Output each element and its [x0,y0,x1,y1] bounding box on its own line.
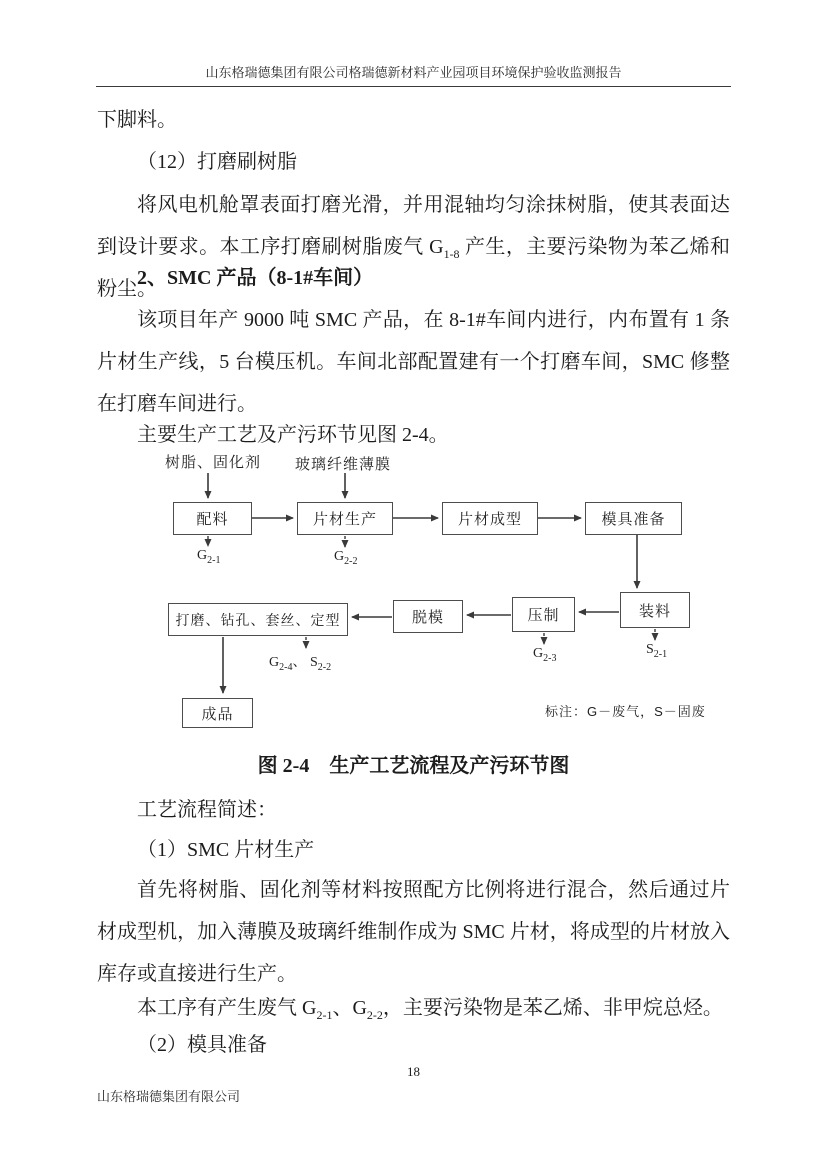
flow-box-batching: 配料 [173,502,252,535]
emission-label-g2-4-s2-2: $G_{2-4}$、 $S_{2-2}$ [269,655,332,673]
paragraph-see-figure: 主要生产工艺及产污环节见图 2-4。 [137,424,449,446]
paragraph-step1: （1）SMC 片材生产 [137,839,315,861]
emission-label-g2-1: $G_{2-1}$ [197,548,221,566]
flow-box-loading: 装料 [620,592,690,628]
subscript-g2-2: 2-2 [366,1008,383,1022]
flow-box-finished-product: 成品 [182,698,253,728]
footer-company: 山东格瑞德集团有限公司 [97,1089,241,1104]
flow-box-grinding-drilling: 打磨、钻孔、套丝、定型 [168,603,348,636]
input-label-resin-hardener: 树脂、固化剂 [165,454,262,471]
paragraph-waste-text2: 、G [332,997,367,1019]
paragraph-waste [97,987,730,1029]
paragraph-step1-text: 首先将树脂、固化剂等材料按照配方比例将进行混合，然后通过片材成型机，加入薄膜及玻璃纤维制作成为 SMC 片材，将成型的片材放入库存或直接进行生产。 [97,879,730,985]
subscript-g2-1: 2-1 [316,1008,333,1022]
flow-box-demolding: 脱模 [393,600,463,633]
paragraph-project: 该项目年产 9000 吨 SMC 产品，在 8-1#车间内进行，内布置有 1 条片材生产线，5 台模压机。车间北部配置建有一个打磨车间，SMC 修整在打磨车间进行。 [97,309,730,415]
paragraph-resin-text2: 产生，主要污染物为苯乙烯和粉尘。 [97,236,730,300]
paragraph-waste-text3: ，主要污染物是苯乙烯、非甲烷总烃。 [382,997,723,1019]
page-number: 18 [407,1064,420,1079]
input-label-glassfiber-film: 玻璃纤维薄膜 [295,456,392,473]
paragraph-step2: （2）模具准备 [137,1034,267,1056]
emission-label-g2-2: $G_{2-2}$ [334,549,358,567]
flow-box-mold-preparation: 模具准备 [585,502,682,535]
paragraph-item12: （12）打磨刷树脂 [137,151,297,173]
flow-box-pressing: 压制 [512,597,575,632]
paragraph-brief: 工艺流程简述： [137,799,277,821]
flow-box-sheet-production: 片材生产 [297,502,393,535]
section-heading-smc: 2、SMC 产品（8-1#车间） [137,267,374,289]
paragraph-waste-text1: 本工序有产生废气 G [137,997,317,1019]
page-header [96,62,731,87]
flow-box-sheet-forming: 片材成型 [442,502,538,535]
emission-label-s2-1: $S_{2-1}$ [646,642,668,660]
subscript-g1-8: 1-8 [443,247,460,261]
paragraph-leftover: 下脚料。 [97,109,177,131]
process-flow-diagram [97,443,730,743]
figure-caption: 图 2-4 生产工艺流程及产污环节图 [257,755,570,777]
paragraph-resin-text: 将风电机舱罩表面打磨光滑，并用混轴均匀涂抹树脂，使其表面达到设计要求。本工序打磨刷树脂废气 G [97,194,730,258]
header-title: 山东格瑞德集团有限公司格瑞德新材料产业园项目环境保护验收监测报告 [205,65,622,80]
legend-note: 标注：G－废气，S－固废 [545,704,706,719]
emission-label-g2-3: $G_{2-3}$ [533,646,557,664]
